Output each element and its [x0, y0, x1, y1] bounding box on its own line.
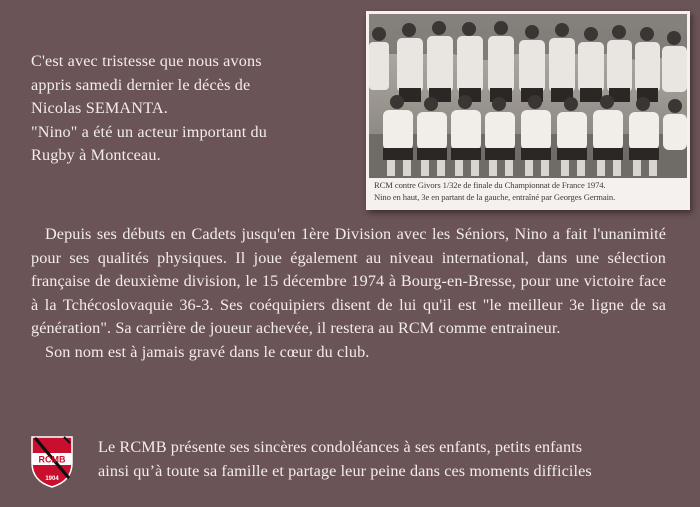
team-photo-frame — [366, 11, 690, 210]
caption-line-1: RCM contre Givors 1/32e de finale du Championnat de France 1974. — [374, 180, 606, 190]
intro-line: C'est avec tristesse que nous avons — [31, 52, 262, 70]
rcmb-shield-icon — [28, 433, 76, 489]
condolences-text — [98, 436, 683, 483]
biography-closing-sentence: Son nom est à jamais gravé dans le cœur du club. — [45, 342, 370, 361]
biography-paragraph: Depuis ses débuts en Cadets jusqu'en 1ère Division avec les Séniors, Nino a fait l'unanimité pour ses qualités physiques. Il joue également au niveau international, dans une sélection française de deuxième division, le 15 décembre 1974 à Bourg-en-Bresse, pour une victoire face à la Tchécoslovaquie 36-3. Ses coéquipiers disent de lui qu'il est "le meilleur 3e ligne de sa génération". Sa carrière de joueur achevée, il restera au RCM comme entraineur. — [31, 225, 666, 338]
logo-year: 1904 — [45, 476, 59, 482]
intro-line: "Nino" a été un acteur important du — [31, 122, 268, 141]
team-photo-image — [369, 14, 687, 178]
caption-line-2: Nino en haut, 3e en partant de la gauche, entraîné par Georges Germain. — [374, 192, 616, 202]
logo-text: RCMB — [38, 454, 66, 465]
intro-line: appris samedi dernier le décès de — [31, 75, 251, 94]
rcmb-logo — [28, 433, 76, 489]
intro-line: Nicolas SEMANTA. — [31, 99, 168, 118]
team-photo — [369, 14, 687, 178]
condolences-line-1: Le RCMB présente ses sincères condoléances à ses enfants, petits enfants — [98, 438, 583, 456]
intro-text — [31, 50, 341, 168]
intro-line: Rugby à Montceau. — [31, 146, 161, 165]
biography-text — [31, 223, 666, 365]
photo-caption — [374, 179, 686, 203]
condolences-line-2: ainsi qu’à toute sa famille et partage leur peine dans ces moments difficiles — [98, 461, 592, 480]
